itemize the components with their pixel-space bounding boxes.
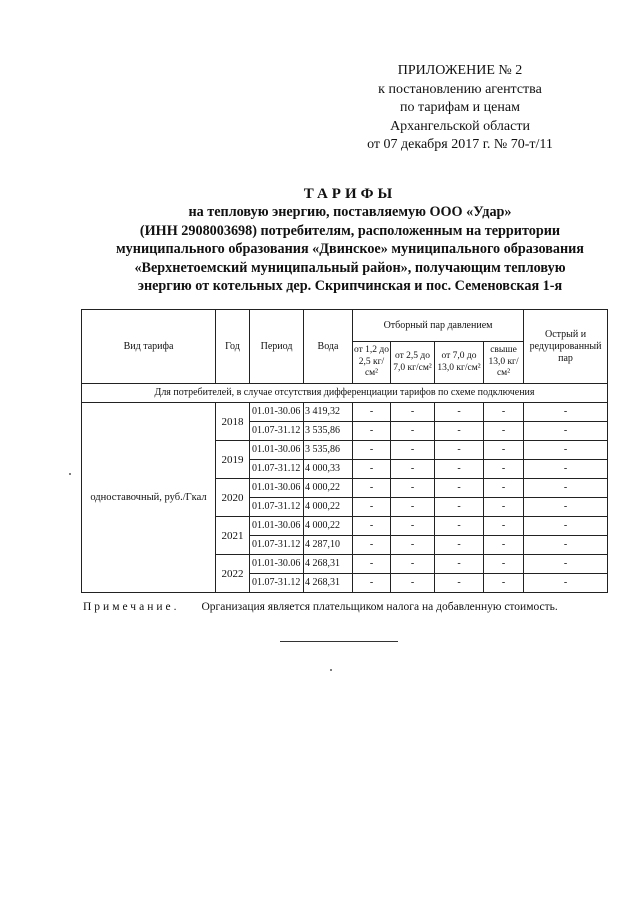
header-steam-1: от 1,2 до 2,5 кг/см² [353, 342, 391, 384]
empty-tariff-cell: - [435, 574, 484, 593]
empty-tariff-cell: - [353, 574, 391, 593]
period-cell: 01.01-30.06 [250, 441, 304, 460]
footnote-text: Организация является плательщиком налога на добавленную стоимость. [201, 601, 558, 613]
appendix-region: Архангельской области [390, 118, 530, 134]
water-tariff-cell: 3 419,32 [304, 403, 353, 422]
empty-tariff-cell: - [484, 441, 524, 460]
year-cell: 2021 [216, 517, 250, 555]
empty-tariff-cell: - [524, 441, 608, 460]
period-cell: 01.01-30.06 [250, 517, 304, 536]
appendix-ref: к постановлению агентства [378, 81, 542, 97]
water-tariff-cell: 3 535,86 [304, 441, 353, 460]
empty-tariff-cell: - [353, 536, 391, 555]
header-year: Год [216, 310, 250, 384]
header-tariff-type: Вид тарифа [82, 310, 216, 384]
empty-tariff-cell: - [391, 498, 435, 517]
empty-tariff-cell: - [435, 460, 484, 479]
document-title [70, 185, 630, 296]
title-heading: ТАРИФЫ [303, 186, 397, 202]
empty-tariff-cell: - [353, 441, 391, 460]
header-water: Вода [304, 310, 353, 384]
period-cell: 01.07-31.12 [250, 422, 304, 441]
header-sharp-steam: Острый и редуцированный пар [524, 310, 608, 384]
empty-tariff-cell: - [524, 555, 608, 574]
water-tariff-cell: 3 535,86 [304, 422, 353, 441]
empty-tariff-cell: - [484, 403, 524, 422]
empty-tariff-cell: - [484, 574, 524, 593]
empty-tariff-cell: - [353, 517, 391, 536]
period-cell: 01.01-30.06 [250, 555, 304, 574]
empty-tariff-cell: - [391, 479, 435, 498]
empty-tariff-cell: - [435, 555, 484, 574]
water-tariff-cell: 4 268,31 [304, 574, 353, 593]
consumer-note-row [82, 384, 608, 403]
empty-tariff-cell: - [435, 479, 484, 498]
appendix-header [330, 62, 590, 155]
consumer-note: Для потребителей, в случае отсутствия дифференциации тарифов по схеме подключения [82, 384, 608, 403]
empty-tariff-cell: - [435, 536, 484, 555]
empty-tariff-cell: - [524, 479, 608, 498]
period-cell: 01.07-31.12 [250, 460, 304, 479]
empty-tariff-cell: - [524, 536, 608, 555]
header-steam-2: от 2,5 до 7,0 кг/см² [391, 342, 435, 384]
water-tariff-cell: 4 000,22 [304, 479, 353, 498]
empty-tariff-cell: - [524, 574, 608, 593]
empty-tariff-cell: - [353, 460, 391, 479]
empty-tariff-cell: - [524, 403, 608, 422]
empty-tariff-cell: - [391, 555, 435, 574]
header-steam-4: свыше 13,0 кг/см² [484, 342, 524, 384]
header-period: Период [250, 310, 304, 384]
empty-tariff-cell: - [391, 441, 435, 460]
header-steam-3: от 7,0 до 13,0 кг/см² [435, 342, 484, 384]
empty-tariff-cell: - [524, 460, 608, 479]
empty-tariff-cell: - [484, 555, 524, 574]
year-cell: 2018 [216, 403, 250, 441]
water-tariff-cell: 4 287,10 [304, 536, 353, 555]
period-cell: 01.07-31.12 [250, 574, 304, 593]
year-cell: 2022 [216, 555, 250, 593]
empty-tariff-cell: - [435, 517, 484, 536]
empty-tariff-cell: - [435, 422, 484, 441]
period-cell: 01.01-30.06 [250, 403, 304, 422]
empty-tariff-cell: - [391, 460, 435, 479]
scan-speck [330, 669, 332, 671]
water-tariff-cell: 4 000,22 [304, 498, 353, 517]
appendix-number: ПРИЛОЖЕНИЕ № 2 [397, 63, 523, 78]
footnote [83, 601, 603, 613]
empty-tariff-cell: - [524, 422, 608, 441]
empty-tariff-cell: - [391, 574, 435, 593]
empty-tariff-cell: - [484, 536, 524, 555]
appendix-date: от 07 декабря 2017 г. № 70-т/11 [367, 137, 553, 152]
empty-tariff-cell: - [391, 517, 435, 536]
empty-tariff-cell: - [524, 498, 608, 517]
title-line-4: «Верхнетоемский муниципальный район», получающим тепловую [134, 259, 566, 276]
period-cell: 01.01-30.06 [250, 479, 304, 498]
title-line-3: муниципального образования «Двинское» муниципального образования [116, 241, 584, 257]
footnote-label: Примечание. [83, 601, 180, 613]
empty-tariff-cell: - [484, 498, 524, 517]
title-line-1: на тепловую энергию, поставляемую ООО «Удар» [188, 204, 512, 220]
year-cell: 2019 [216, 441, 250, 479]
empty-tariff-cell: - [353, 498, 391, 517]
empty-tariff-cell: - [435, 498, 484, 517]
empty-tariff-cell: - [391, 403, 435, 422]
empty-tariff-cell: - [484, 517, 524, 536]
empty-tariff-cell: - [353, 555, 391, 574]
tariff-type-cell: одноставочный, руб./Гкал [82, 403, 216, 593]
water-tariff-cell: 4 268,31 [304, 555, 353, 574]
period-cell: 01.07-31.12 [250, 536, 304, 555]
header-steam-group: Отборный пар давлением [353, 310, 524, 342]
empty-tariff-cell: - [484, 479, 524, 498]
period-cell: 01.07-31.12 [250, 498, 304, 517]
header-row-1 [82, 310, 608, 342]
empty-tariff-cell: - [391, 422, 435, 441]
table-row [82, 403, 608, 422]
empty-tariff-cell: - [524, 517, 608, 536]
empty-tariff-cell: - [353, 403, 391, 422]
tariff-table [81, 309, 608, 593]
scan-speck [69, 473, 71, 475]
water-tariff-cell: 4 000,22 [304, 517, 353, 536]
water-tariff-cell: 4 000,33 [304, 460, 353, 479]
title-line-2: (ИНН 2908003698) потребителям, расположенным на территории [139, 222, 561, 239]
tariff-rows [82, 403, 608, 593]
year-cell: 2020 [216, 479, 250, 517]
appendix-agency: по тарифам и ценам [400, 100, 520, 115]
empty-tariff-cell: - [484, 422, 524, 441]
empty-tariff-cell: - [353, 422, 391, 441]
empty-tariff-cell: - [353, 479, 391, 498]
empty-tariff-cell: - [435, 441, 484, 460]
empty-tariff-cell: - [391, 536, 435, 555]
empty-tariff-cell: - [435, 403, 484, 422]
empty-tariff-cell: - [484, 460, 524, 479]
separator-line [280, 641, 398, 642]
title-line-5: энергию от котельных дер. Скрипчинская и пос. Семеновская 1-я [137, 278, 563, 294]
